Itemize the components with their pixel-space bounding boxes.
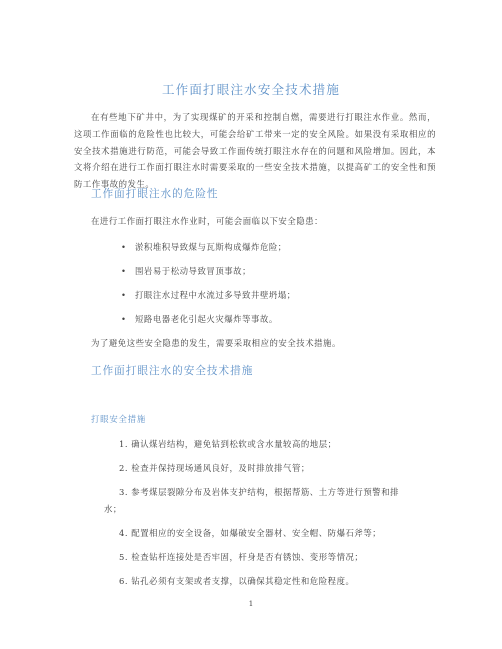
hazards-closing-text: 为了避免这些安全隐患的发生，需要采取相应的安全技术措施。	[91, 338, 341, 348]
bullet-icon: •	[121, 266, 127, 276]
measure-item-continuation: 水；	[104, 504, 122, 514]
bullet-icon: •	[121, 242, 127, 252]
hazard-bullet-item	[121, 241, 287, 253]
section-heading-hazards: 工作面打眼注水的危险性	[91, 188, 219, 200]
section-heading-measures: 工作面打眼注水的安全技术措施	[91, 365, 254, 377]
hazard-bullet-text: 打眼注水过程中水流过多导致井壁坍塌；	[135, 290, 296, 300]
hazard-bullet-text: 淤积堆积导致煤与瓦斯构成爆炸危险；	[135, 242, 287, 252]
hazard-bullet-item	[121, 265, 251, 277]
measure-item: 2. 检查并保持现场通风良好，及时排放排气管；	[119, 463, 310, 473]
measure-item: 5. 检查钻杆连接处是否牢固，杆身是否有锈蚀、变形等情况；	[119, 552, 364, 562]
hazard-bullet-text: 围岩易于松动导致冒顶事故；	[135, 266, 252, 276]
measure-item: 3. 参考煤层裂隙分布及岩体支护结构，根据帮筋、土方等进行预警和排	[119, 487, 400, 497]
subsection-heading-drilling: 打眼安全措施	[91, 414, 147, 424]
hazards-lead-text: 在进行工作面打眼注水作业时，可能会面临以下安全隐患：	[91, 216, 324, 226]
hazard-bullet-item	[121, 313, 278, 325]
intro-paragraph: 在有些地下矿井中，为了实现煤矿的开采和控制自燃，需要进行打眼注水作业。然而，这项工作面临的危险性也比较大，可能会给矿工带来一定的安全风险。如果没有采取相应的安全技术措施进行防范，可能会导致工作面传统打眼注水存在的问题和风险增加。因此，本文将介绍在进行工作面打眼注水时需要采取的一些安全技术措施，以提高矿工的安全性和预防工作事故的发生。	[74, 112, 436, 190]
document-title: 工作面打眼注水安全技术措施	[161, 82, 341, 97]
bullet-icon: •	[121, 314, 127, 324]
page-number: 1	[248, 600, 254, 608]
measure-item: 6. 钻孔必须有支架或者支撑，以确保其稳定性和危险程度。	[119, 576, 355, 586]
measure-item: 1. 确认煤岩结构，避免钻到松软或含水量较高的地层；	[119, 439, 337, 449]
bullet-icon: •	[121, 290, 127, 300]
hazard-bullet-text: 短路电器老化引起火灾爆炸等事故。	[135, 314, 278, 324]
hazard-bullet-item	[121, 289, 296, 301]
measure-item: 4. 配置相应的安全设备，如爆破安全器材、安全帽、防爆石斧等；	[119, 528, 382, 538]
